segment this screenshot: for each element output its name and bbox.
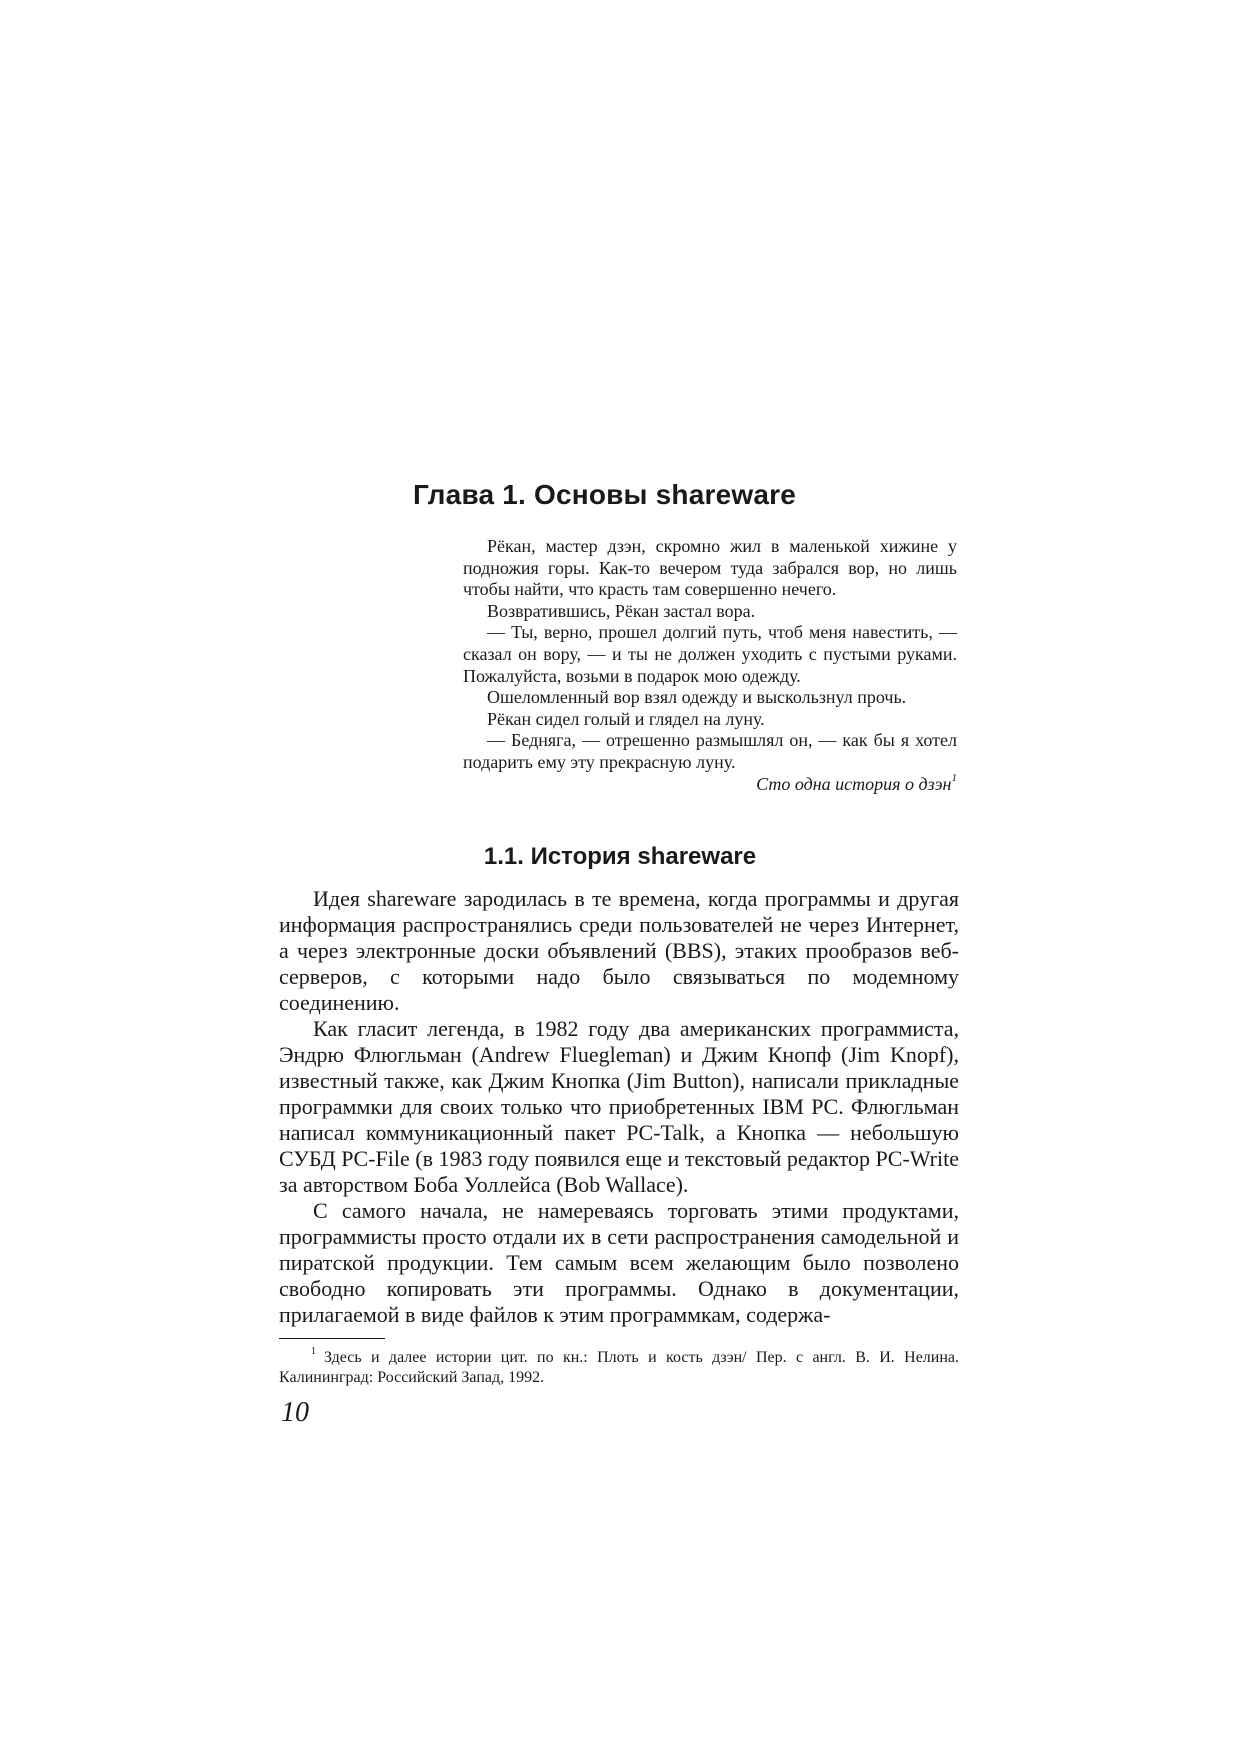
chapter-title: Глава 1. Основы shareware	[413, 479, 796, 510]
epigraph-paragraph: Ошеломленный вор взял одежду и выскользнул прочь.	[487, 687, 907, 708]
body-paragraph: С самого начала, не намереваясь торговать этими продуктами, программисты просто отдали их в сети распространения самодельной и пиратской продукции. Тем самым всем желающим было позволено свободно копировать эти программы. Однако в документации, прилагаемой в виде файлов к этим программкам, содержа-	[279, 1198, 959, 1327]
section-body	[279, 886, 959, 1328]
footnote-text: Здесь и далее истории цит. по кн.: Плоть и кость дзэн/ Пер. с англ. В. И. Нелина. Калининград: Российский Запад, 1992.	[279, 1349, 959, 1386]
epigraph-source-text: Сто одна история о дзэн	[756, 773, 952, 794]
epigraph-paragraph: — Ты, верно, прошел долгий путь, чтоб меня навестить, — сказал он вору, — и ты не должен уходить с пустыми руками. Пожалуйста, возьми в подарок мою одежду.	[463, 622, 957, 686]
footnote	[279, 1345, 959, 1388]
epigraph-paragraph: Рёкан сидел голый и глядел на луну.	[487, 708, 765, 729]
epigraph-paragraph: Рёкан, мастер дзэн, скромно жил в маленькой хижине у подножия горы. Как-то вечером туда забрался вор, но лишь чтобы найти, что красть там совершенно нечего.	[463, 536, 957, 600]
epigraph	[463, 536, 957, 795]
section-title: 1.1. История shareware	[483, 843, 757, 870]
footnote-reference[interactable]: 1	[951, 771, 957, 784]
page-number: 10	[281, 1397, 309, 1428]
body-paragraph: Как гласит легенда, в 1982 году два американских программиста, Эндрю Флюгльман (Andrew Fluegleman) и Джим Кнопф (Jim Knopf), известный также, как Джим Кнопка (Jim Button), написали прикладные программки для своих только что приобретенных IBM PC. Флюгльман написал коммуникационный пакет PC-Talk, а Кнопка — небольшую СУБД PC-File (в 1983 году появился еще и текстовый редактор PC-Write за авторством Боба Уоллейса (Bob Wallace).	[279, 1016, 959, 1197]
epigraph-source	[463, 771, 957, 796]
epigraph-paragraph: — Бедняга, — отрешенно размышлял он, — как бы я хотел подарить ему эту прекрасную луну.	[463, 730, 957, 772]
epigraph-paragraph: Возвратившись, Рёкан застал вора.	[487, 600, 756, 621]
footnote-mark: 1	[311, 1345, 316, 1357]
footnote-divider	[279, 1338, 385, 1339]
body-paragraph: Идея shareware зародилась в те времена, когда программы и другая информация распространялись среди пользователей не через Интернет, а через электронные доски объявлений (BBS), этаких прообразов веб-серверов, с которыми надо было связываться по модемному соединению.	[279, 886, 959, 1015]
